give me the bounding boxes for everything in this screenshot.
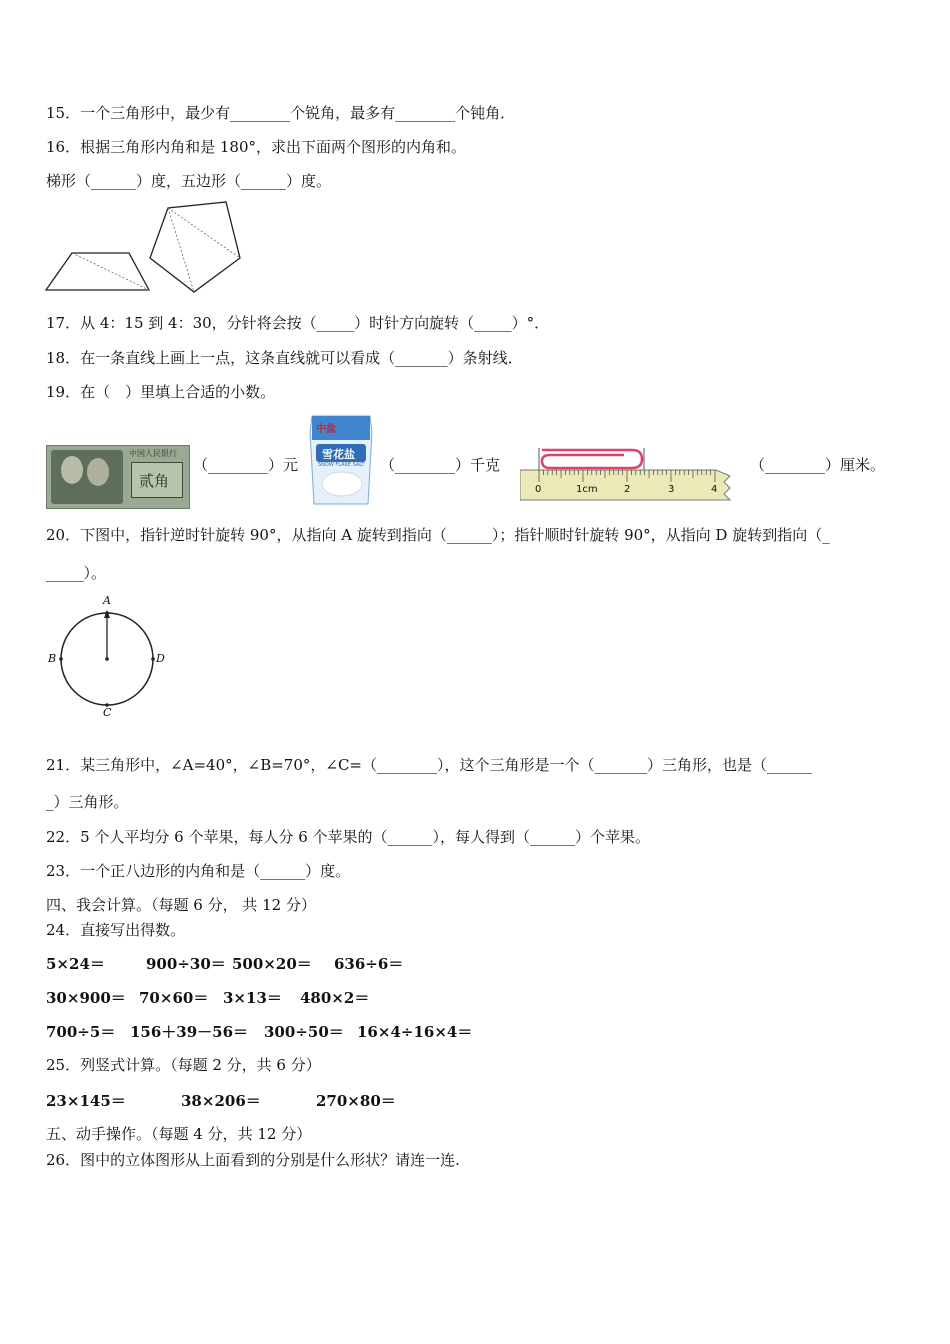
question-16-blanks: 梯形（______）度，五边形（______）度。 bbox=[46, 172, 332, 190]
weight-answer-label: （________）千克 bbox=[380, 456, 501, 474]
calc-r3-c3: 300÷50＝ bbox=[264, 1023, 344, 1041]
calc-r1-c2: 900÷30＝ bbox=[146, 955, 226, 973]
vertical-calc-2: 38×206＝ bbox=[181, 1092, 261, 1110]
banknote-face-1 bbox=[61, 456, 83, 484]
salt-sub-text: SNOW FLAKE SALT bbox=[318, 462, 365, 468]
calc-r2-c3: 3×13＝ bbox=[223, 989, 282, 1007]
ruler-tick-4: 4 bbox=[711, 484, 718, 495]
section-5-title: 五、动手操作。（每题 4 分，共 12 分） bbox=[46, 1125, 312, 1143]
ruler-tick-3: 3 bbox=[668, 484, 675, 495]
circle-pointer-shape bbox=[44, 596, 174, 724]
question-16: 16．根据三角形内角和是 180°，求出下面两个图形的内角和。 bbox=[46, 138, 466, 156]
calc-r2-c2: 70×60＝ bbox=[139, 989, 209, 1007]
salt-brand-text: 雪花盐 bbox=[322, 448, 355, 461]
length-answer-label: （________）厘米。 bbox=[750, 456, 886, 474]
question-19: 19．在（ ）里填上合适的小数。 bbox=[46, 383, 276, 401]
calc-r2-c4: 480×2＝ bbox=[300, 989, 370, 1007]
question-17: 17．从 4：15 到 4：30，分针将会按（_____）时针方向旋转（_____）°． bbox=[46, 314, 550, 332]
calc-r3-c2: 156＋39－56＝ bbox=[130, 1023, 249, 1041]
question-25: 25．列竖式计算。（每题 2 分，共 6 分） bbox=[46, 1056, 321, 1074]
trapezoid-diagonal bbox=[72, 253, 149, 290]
calc-r1-c3: 500×20＝ bbox=[232, 955, 312, 973]
salt-top-text: 中盐 bbox=[316, 424, 336, 435]
money-answer-label: （________）元 bbox=[193, 456, 299, 474]
ruler-tick-2: 2 bbox=[624, 484, 631, 495]
trapezoid-pentagon-figure bbox=[44, 200, 244, 294]
paperclip-ruler-image bbox=[520, 442, 738, 504]
point-label-b: B bbox=[48, 652, 57, 665]
banknote-face-2 bbox=[87, 458, 109, 486]
calc-r3-c1: 700÷5＝ bbox=[46, 1023, 116, 1041]
banknote-value-text: 贰角 bbox=[139, 472, 170, 490]
vertical-calc-1: 23×145＝ bbox=[46, 1092, 126, 1110]
calc-r1-c1: 5×24＝ bbox=[46, 955, 105, 973]
vertical-calc-3: 270×80＝ bbox=[316, 1092, 396, 1110]
banknote-image bbox=[46, 445, 190, 509]
question-26: 26．图中的立体图形从上面看到的分别是什么形状？请连一连. bbox=[46, 1151, 460, 1169]
banknote-top-text: 中国人民银行 bbox=[129, 449, 177, 458]
question-24: 24．直接写出得数。 bbox=[46, 921, 186, 939]
pentagon-diagonal-2 bbox=[168, 208, 194, 292]
section-4-title: 四、我会计算。（每题 6 分， 共 12 分） bbox=[46, 896, 316, 914]
question-15: 15．一个三角形中，最少有________个锐角，最多有________个钝角． bbox=[46, 104, 516, 122]
pentagon-shape bbox=[150, 202, 240, 292]
question-20-cont: _____）。 bbox=[46, 564, 107, 582]
ruler-tick-0: 0 bbox=[535, 484, 542, 495]
trapezoid-shape bbox=[46, 253, 149, 290]
question-22: 22．5 个人平均分 6 个苹果，每人分 6 个苹果的（______），每人得到（______）个苹果。 bbox=[46, 828, 651, 846]
question-23: 23．一个正八边形的内角和是（______）度。 bbox=[46, 862, 351, 880]
question-18: 18．在一条直线上画上一点，这条直线就可以看成（_______）条射线． bbox=[46, 349, 523, 367]
salt-bag-image bbox=[308, 414, 374, 506]
question-21: 21．某三角形中，∠A=40°，∠B=70°，∠C=（________），这个三角形是一个（_______）三角形，也是（______ bbox=[46, 756, 813, 774]
circle-pointer-figure bbox=[44, 596, 174, 724]
calc-r2-c1: 30×900＝ bbox=[46, 989, 126, 1007]
question-20: 20．下图中，指针逆时针旋转 90°，从指向 A 旋转到指向（______）；指针顺时针旋转 90°，从指向 D 旋转到指向（_ bbox=[46, 526, 830, 544]
calc-r1-c4: 636÷6＝ bbox=[334, 955, 404, 973]
question-21-cont: _）三角形。 bbox=[46, 793, 129, 811]
calc-r3-c4: 16×4÷16×4＝ bbox=[357, 1023, 473, 1041]
point-label-c: C bbox=[103, 706, 112, 719]
ruler-tick-1: 1cm bbox=[576, 484, 598, 495]
point-label-d: D bbox=[156, 652, 165, 665]
point-label-a: A bbox=[103, 594, 111, 607]
